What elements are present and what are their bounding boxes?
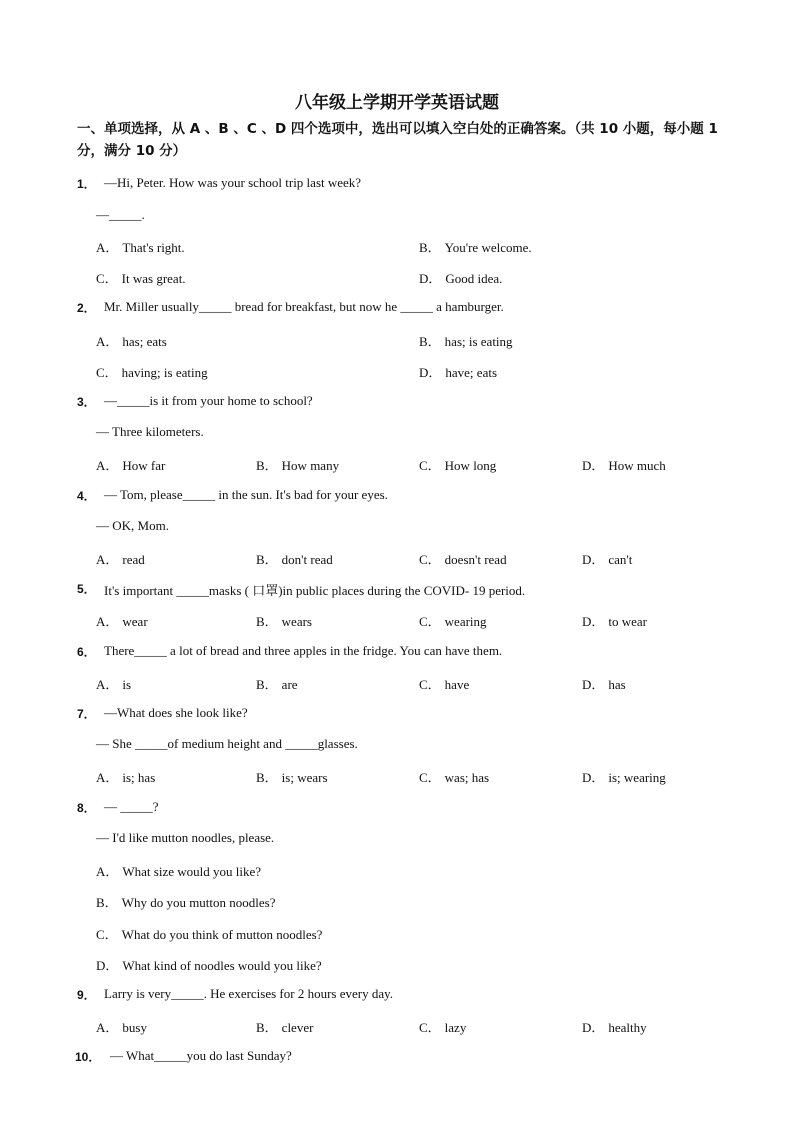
option-text: can't (608, 552, 633, 567)
option-letter: D． (419, 365, 442, 380)
option-text: is; wears (281, 770, 328, 785)
question-number: 4． (77, 489, 96, 503)
dialogue-line: —_____. (96, 207, 145, 222)
option-letter: B． (256, 552, 278, 567)
answer-option[interactable] (419, 362, 497, 381)
option-text: wear (122, 614, 148, 629)
question-stem: There_____ a lot of bread and three apples in the fridge. You can have them. (104, 643, 503, 658)
dialogue-line: — I'd like mutton noodles, please. (96, 830, 275, 845)
option-letter: C． (419, 770, 441, 785)
option-text: clever (281, 1020, 314, 1035)
answer-option[interactable] (96, 861, 261, 880)
answer-option[interactable] (582, 674, 626, 693)
option-letter: A． (96, 1020, 119, 1035)
option-text: Good idea. (445, 271, 503, 286)
option-letter: A． (96, 334, 119, 349)
option-text: wears (281, 614, 312, 629)
option-letter: B． (419, 240, 441, 255)
option-text: doesn't read (444, 552, 507, 567)
option-text: How many (281, 458, 340, 473)
answer-option[interactable] (582, 611, 647, 630)
answer-option[interactable] (256, 767, 328, 786)
option-text: is; wearing (608, 770, 666, 785)
option-letter: D． (582, 552, 605, 567)
answer-option[interactable] (96, 1017, 147, 1036)
option-letter: C． (96, 365, 118, 380)
answer-option[interactable] (96, 362, 208, 381)
question-number: 2． (77, 301, 96, 315)
question-number: 10． (75, 1050, 101, 1064)
question-number: 8． (77, 801, 96, 815)
option-text: is; has (122, 770, 156, 785)
page-title: 八年级上学期开学英语试题 (295, 93, 499, 113)
question-stem: —What does she look like? (104, 705, 248, 720)
option-text: What size would you like? (122, 864, 262, 879)
answer-option[interactable] (419, 268, 502, 287)
answer-option[interactable] (582, 455, 666, 474)
option-letter: D． (582, 1020, 605, 1035)
option-text: to wear (608, 614, 648, 629)
option-letter: A． (96, 614, 119, 629)
question-number: 5． (77, 582, 96, 596)
option-text: healthy (608, 1020, 647, 1035)
option-text: have (444, 677, 470, 692)
question-stem: It's important _____masks ( 口罩)in public places during the COVID- 19 period. (104, 583, 526, 598)
answer-option[interactable] (96, 331, 167, 350)
option-letter: A． (96, 240, 119, 255)
option-text: That's right. (122, 240, 185, 255)
option-letter: B． (256, 614, 278, 629)
option-text: read (122, 552, 145, 567)
option-text: has; eats (122, 334, 167, 349)
option-letter: C． (96, 927, 118, 942)
option-text: don't read (281, 552, 333, 567)
option-letter: B． (96, 895, 118, 910)
option-letter: D． (582, 770, 605, 785)
option-text: How far (122, 458, 166, 473)
question-stem: — Tom, please_____ in the sun. It's bad for your eyes. (104, 487, 388, 502)
option-letter: A． (96, 458, 119, 473)
option-letter: C． (419, 614, 441, 629)
option-letter: D． (582, 458, 605, 473)
answer-option[interactable] (419, 674, 469, 693)
option-text: What do you think of mutton noodles? (121, 927, 323, 942)
option-text: wearing (444, 614, 487, 629)
option-letter: C． (419, 552, 441, 567)
option-text: What kind of noodles would you like? (122, 958, 322, 973)
option-letter: C． (419, 677, 441, 692)
question-number: 1． (77, 177, 96, 191)
answer-option[interactable] (419, 611, 487, 630)
answer-option[interactable] (96, 924, 322, 943)
answer-option[interactable] (582, 1017, 647, 1036)
answer-option[interactable] (256, 1017, 313, 1036)
dialogue-line: — OK, Mom. (96, 518, 169, 533)
answer-option[interactable] (582, 549, 632, 568)
question-stem: Larry is very_____. He exercises for 2 hours every day. (104, 986, 394, 1001)
answer-option[interactable] (96, 268, 186, 287)
question-stem: —_____is it from your home to school? (104, 393, 313, 408)
option-text: It was great. (121, 271, 186, 286)
option-letter: D． (419, 271, 442, 286)
option-letter: A． (96, 864, 119, 879)
option-text: lazy (444, 1020, 467, 1035)
option-text: was; has (444, 770, 490, 785)
option-letter: B． (256, 677, 278, 692)
answer-option[interactable] (96, 892, 276, 911)
dialogue-line: — She _____of medium height and _____glasses. (96, 736, 358, 751)
question-stem: — What_____you do last Sunday? (110, 1048, 292, 1063)
answer-option[interactable] (96, 955, 322, 974)
answer-option[interactable] (256, 549, 333, 568)
answer-option[interactable] (419, 331, 513, 350)
question-number: 3． (77, 395, 96, 409)
option-text: are (281, 677, 298, 692)
answer-option[interactable] (582, 767, 666, 786)
option-text: How long (444, 458, 497, 473)
option-letter: C． (419, 458, 441, 473)
option-text: having; is eating (121, 365, 208, 380)
option-letter: B． (256, 1020, 278, 1035)
answer-option[interactable] (419, 455, 496, 474)
question-stem: — _____? (104, 799, 159, 814)
section-heading: 一、单项选择，从 A 、B 、C 、D 四个选项中，选出可以填入空白处的正确答案。（共 10 小题，每小题 1 分，满分 10 分） (77, 121, 718, 159)
option-letter: C． (96, 271, 118, 286)
option-text: have; eats (445, 365, 498, 380)
option-letter: D． (582, 677, 605, 692)
question-number: 9． (77, 988, 96, 1002)
answer-option[interactable] (419, 237, 532, 256)
question-stem: Mr. Miller usually_____ bread for breakfast, but now he _____ a hamburger. (104, 299, 504, 314)
option-letter: D． (582, 614, 605, 629)
option-text: is (122, 677, 132, 692)
option-text: Why do you mutton noodles? (121, 895, 276, 910)
answer-option[interactable] (96, 674, 131, 693)
answer-option[interactable] (96, 549, 145, 568)
answer-option[interactable] (256, 455, 339, 474)
option-letter: D． (96, 958, 119, 973)
answer-option[interactable] (96, 611, 148, 630)
answer-option[interactable] (256, 611, 312, 630)
answer-option[interactable] (419, 767, 489, 786)
option-letter: B． (256, 770, 278, 785)
answer-option[interactable] (256, 674, 298, 693)
option-text: You're welcome. (444, 240, 532, 255)
option-text: has (608, 677, 626, 692)
option-letter: B． (419, 334, 441, 349)
question-number: 6． (77, 645, 96, 659)
answer-option[interactable] (419, 549, 507, 568)
answer-option[interactable] (96, 455, 165, 474)
option-letter: A． (96, 677, 119, 692)
option-text: has; is eating (444, 334, 513, 349)
answer-option[interactable] (96, 237, 185, 256)
option-letter: A． (96, 770, 119, 785)
answer-option[interactable] (419, 1017, 466, 1036)
question-stem: —Hi, Peter. How was your school trip last week? (104, 175, 362, 190)
option-letter: A． (96, 552, 119, 567)
dialogue-line: — Three kilometers. (96, 424, 204, 439)
question-number: 7． (77, 707, 96, 721)
option-letter: B． (256, 458, 278, 473)
option-text: How much (608, 458, 666, 473)
option-letter: C． (419, 1020, 441, 1035)
answer-option[interactable] (96, 767, 155, 786)
option-text: busy (122, 1020, 147, 1035)
